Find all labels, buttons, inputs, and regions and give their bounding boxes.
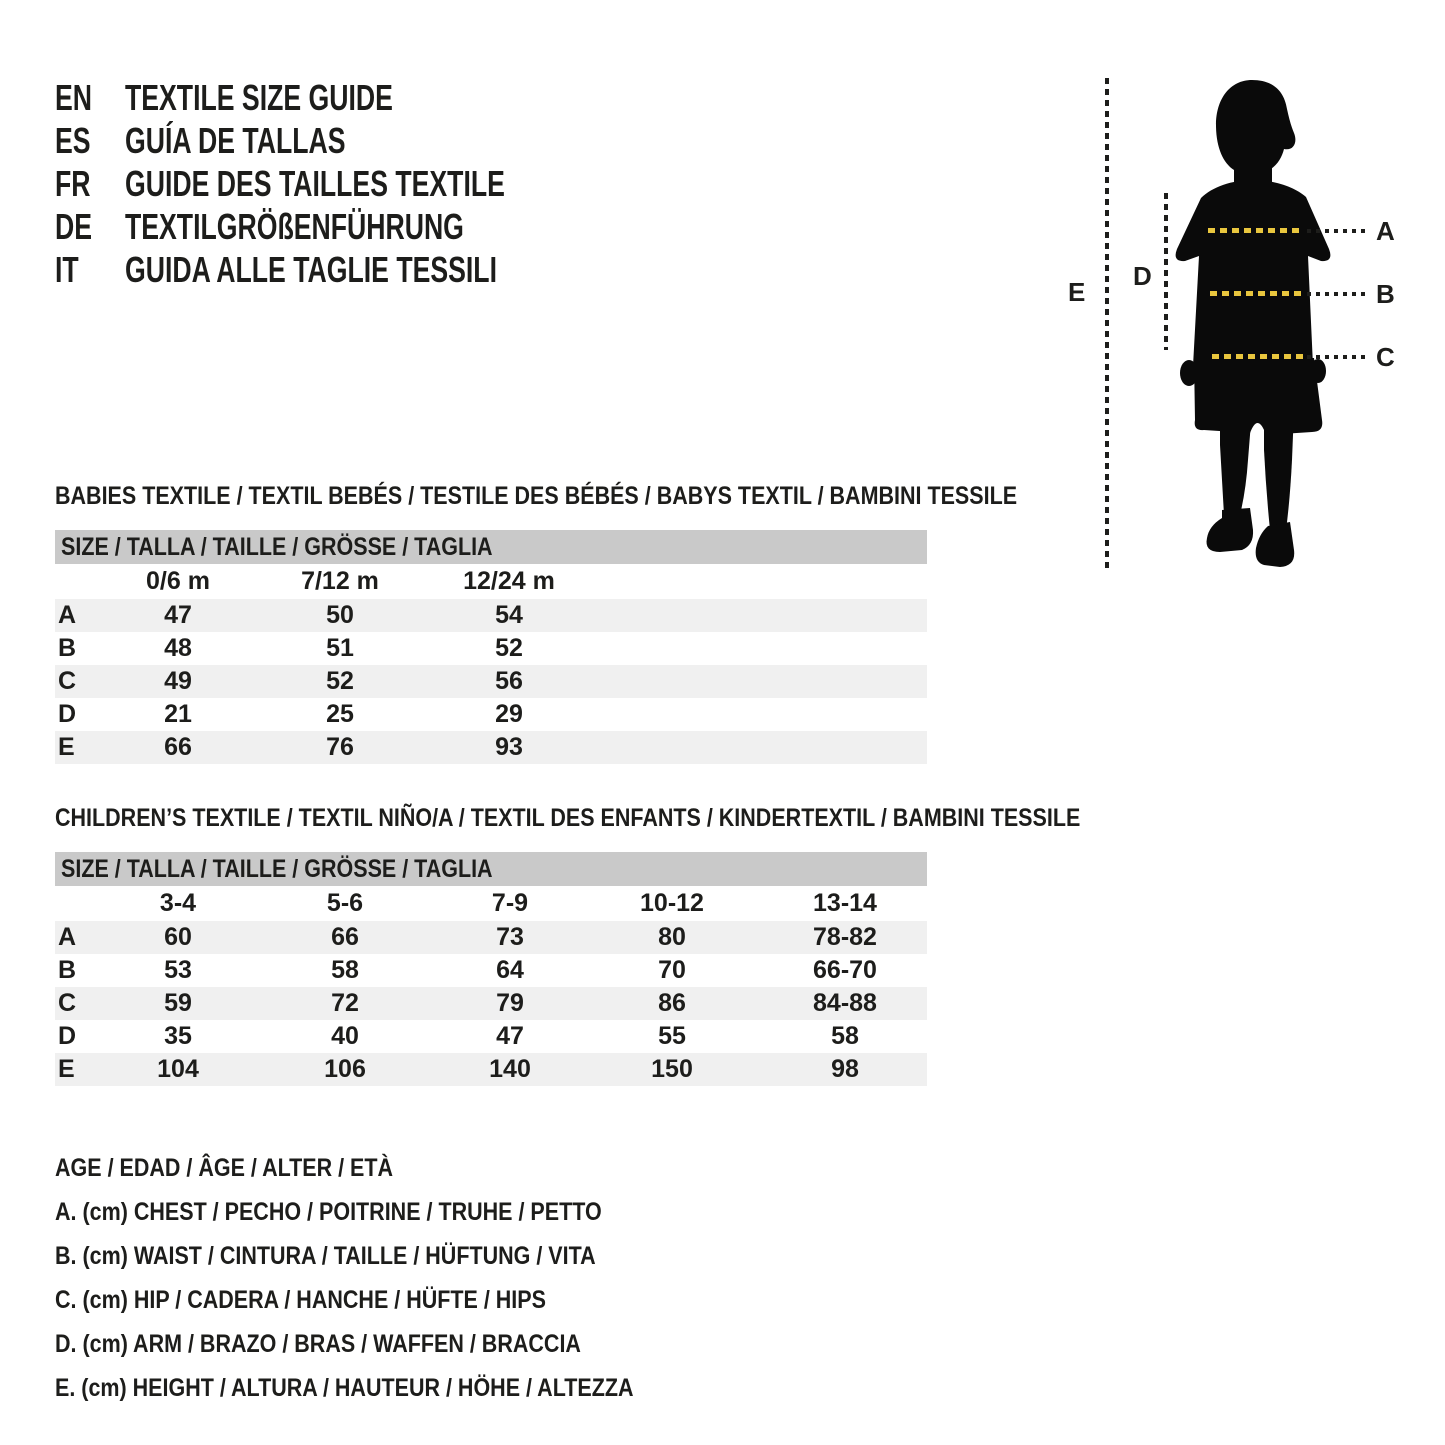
lang-code-es: ES: [55, 120, 91, 161]
babies-size-header-bar: [55, 530, 927, 564]
title-en: TEXTILE SIZE GUIDE: [125, 77, 393, 118]
lang-row-fr: [55, 162, 638, 205]
lang-code-en: EN: [55, 77, 93, 118]
silhouette-left-leg: [1220, 410, 1252, 515]
legend-height: E. (cm) HEIGHT / ALTURA / HAUTEUR / HÖHE / ALTEZZA: [55, 1374, 634, 1402]
legend-chest: A. (cm) CHEST / PECHO / POITRINE / TRUHE / PETTO: [55, 1198, 602, 1226]
silhouette-right-leg: [1264, 410, 1294, 530]
measure-label-c: C: [1376, 342, 1395, 372]
chest-dash-line-a: [1208, 228, 1304, 233]
hip-dot-line-c: [1307, 355, 1369, 359]
lang-row-es: [55, 119, 638, 162]
measure-label-b: B: [1376, 279, 1395, 309]
babies-size-table: [55, 530, 927, 764]
title-de: TEXTILGRÖßENFÜHRUNG: [125, 206, 464, 247]
measure-label-a: A: [1376, 216, 1395, 246]
lang-row-en: [55, 76, 638, 119]
babies-col-12-24m: 12/24 m: [463, 567, 555, 595]
silhouette-left-shoe: [1207, 508, 1254, 552]
title-es: GUÍA DE TALLAS: [125, 120, 346, 161]
measurement-legend: [55, 1146, 728, 1410]
children-col-3-4: 3-4: [159, 889, 197, 917]
legend-hip: C. (cm) HIP / CADERA / HANCHE / HÜFTE / HIPS: [55, 1286, 546, 1314]
children-col-5-6: 5-6: [326, 889, 364, 917]
children-size-header-bar: [55, 852, 927, 886]
children-size-header-text: SIZE / TALLA / TAILLE / GRÖSSE / TAGLIA: [61, 855, 493, 883]
title-it: GUIDA ALLE TAGLIE TESSILI: [125, 249, 497, 290]
children-row-e: E 104 106 140 150 98: [55, 1053, 927, 1086]
babies-row-e: E 66 76 93: [55, 731, 927, 764]
title-fr: GUIDE DES TAILLES TEXTILE: [125, 163, 505, 204]
lang-code-it: IT: [55, 249, 79, 290]
babies-row-b: B 48 51 52: [58, 634, 523, 662]
children-row-b: B 53 58 64 70 66-70: [58, 956, 877, 984]
waist-dot-line-b: [1307, 292, 1369, 296]
children-col-13-14: 13-14: [813, 889, 877, 917]
lang-code-fr: FR: [55, 163, 91, 204]
arm-measure-line-d: [1164, 193, 1168, 350]
children-row-c: C 59 72 79 86 84-88: [55, 987, 927, 1020]
babies-size-header-text: SIZE / TALLA / TAILLE / GRÖSSE / TAGLIA: [61, 533, 493, 561]
legend-age: AGE / EDAD / ÂGE / ALTER / ETÀ: [55, 1154, 394, 1182]
babies-row-c: C 49 52 56: [55, 665, 927, 698]
chest-dot-line-a: [1307, 229, 1369, 233]
child-silhouette-image: [1160, 60, 1390, 590]
waist-dash-line-b: [1210, 291, 1304, 296]
language-header: [55, 76, 638, 291]
silhouette-shorts: [1194, 358, 1322, 435]
lang-code-de: DE: [55, 206, 93, 247]
babies-row-a: A 47 50 54: [55, 599, 927, 632]
measure-label-e: E: [1068, 277, 1086, 307]
children-col-10-12: 10-12: [640, 889, 704, 917]
babies-row-d: D 21 25 29: [58, 700, 523, 728]
babies-column-header-row: [55, 564, 927, 599]
babies-col-0-6m: 0/6 m: [146, 567, 210, 595]
lang-row-de: [55, 205, 638, 248]
measure-label-d: D: [1133, 261, 1152, 291]
babies-col-7-12m: 7/12 m: [301, 567, 379, 595]
children-size-table: [55, 852, 927, 1086]
legend-arm: D. (cm) ARM / BRAZO / BRAS / WAFFEN / BRACCIA: [55, 1330, 581, 1358]
children-section-title: CHILDREN’S TEXTILE / TEXTIL NIÑO/A / TEXTIL DES ENFANTS / KINDERTEXTIL / BAMBINI TESSILE: [55, 804, 1081, 832]
children-column-header-row: [55, 886, 927, 921]
hip-dash-line-c: [1212, 354, 1304, 359]
children-row-a: A 60 66 73 80 78-82: [55, 921, 927, 954]
children-col-7-9: 7-9: [491, 889, 529, 917]
legend-waist: B. (cm) WAIST / CINTURA / TAILLE / HÜFTUNG / VITA: [55, 1242, 596, 1270]
babies-section-title: BABIES TEXTILE / TEXTIL BEBÉS / TESTILE DES BÉBÉS / BABYS TEXTIL / BAMBINI TESSILE: [55, 482, 1018, 510]
lang-row-it: [55, 248, 638, 291]
silhouette-right-shoe: [1256, 522, 1295, 567]
children-row-d: D 35 40 47 55 58: [58, 1022, 859, 1050]
silhouette-shirt: [1176, 180, 1331, 366]
